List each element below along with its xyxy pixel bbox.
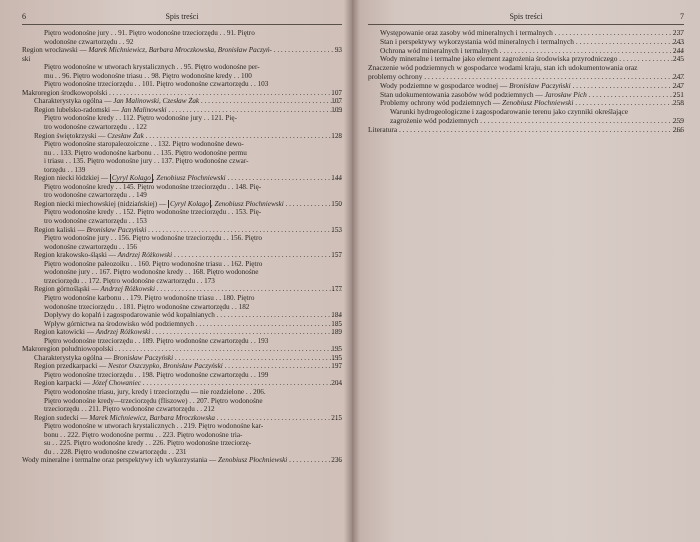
toc-leader-dots xyxy=(272,46,342,54)
toc-entry xyxy=(22,362,342,371)
toc-entry-boxed-author: Cyryl Kolago xyxy=(111,174,151,183)
toc-entry-page-number: 109 xyxy=(331,105,342,114)
toc-leader-dots xyxy=(571,82,684,90)
toc-entry-page-number: 128 xyxy=(331,131,342,140)
toc-entry xyxy=(368,47,684,56)
toc-entry xyxy=(22,46,342,55)
toc-entry-text: Wody mineralne i termalne oraz perspektywy ich wykorzystania — xyxy=(22,456,219,465)
toc-leader-dots xyxy=(155,285,342,293)
left-page-number: 6 xyxy=(22,12,26,21)
toc-entry xyxy=(368,126,684,135)
toc-entry xyxy=(22,422,342,431)
toc-entry-text: Piętro wodonośne karbonu . . 179. Piętro wodonośne triasu . . 180. Piętro xyxy=(44,293,255,302)
toc-entry-text: bonu . . 222. Piętro wodonośne permu . . 223. Piętro wodonośne tria- xyxy=(44,430,243,439)
toc-entry xyxy=(22,388,342,397)
toc-entry xyxy=(22,379,342,388)
toc-entry-page-number: 247 xyxy=(672,72,684,81)
left-toc-list xyxy=(22,29,342,465)
toc-entry xyxy=(22,132,342,141)
toc-entry-page-number: 185 xyxy=(331,319,342,328)
toc-entry-text: Region wrocławski — xyxy=(22,46,89,55)
toc-leader-dots xyxy=(397,126,684,134)
toc-leader-dots xyxy=(215,414,342,422)
toc-leader-dots xyxy=(194,320,342,328)
toc-entry xyxy=(22,260,342,269)
toc-entry-page-number: 189 xyxy=(331,328,342,337)
toc-entry-authors: Zenobiusz Płochniewski xyxy=(218,456,288,465)
toc-entry xyxy=(22,234,342,243)
toc-entry-page-number: 258 xyxy=(672,99,684,108)
toc-entry-authors: , Zenobiusz Płochniewski xyxy=(210,199,284,208)
toc-entry-page-number: 195 xyxy=(331,345,342,354)
toc-entry xyxy=(22,55,342,64)
toc-entry xyxy=(22,97,342,106)
toc-entry-text: problemy ochrony xyxy=(368,72,423,81)
toc-entry xyxy=(22,414,342,423)
toc-entry-page-number: 266 xyxy=(672,125,684,134)
toc-entry-page-number: 93 xyxy=(334,46,342,55)
toc-entry-page-number: 184 xyxy=(331,311,342,320)
toc-leader-dots xyxy=(226,174,342,182)
toc-entry-text: Region krakowsko-śląski — xyxy=(34,251,118,260)
toc-entry-text: Występowanie oraz zasoby wód mineralnych i termalnych xyxy=(380,29,553,37)
toc-entry xyxy=(22,208,342,217)
toc-entry-authors: Andrzej Różkowski xyxy=(100,285,155,294)
toc-entry-text: tro wodonośne czwartorzędu . . 122 xyxy=(44,123,147,132)
toc-entry-text: Piętro wodonośne trzeciorzędu . . 198. Piętro wodonośne czwartorzędu . . 199 xyxy=(44,370,269,379)
right-page xyxy=(352,0,700,542)
toc-entry xyxy=(22,397,342,406)
toc-entry xyxy=(368,73,684,82)
toc-entry-text: Region górnośląski — xyxy=(34,285,101,294)
toc-entry xyxy=(22,80,342,89)
toc-entry xyxy=(22,140,342,149)
toc-entry xyxy=(22,448,342,457)
toc-leader-dots xyxy=(113,345,342,353)
toc-entry-text: Piętro wodonośne kredy . . 152. Piętro wodonośne trzeciorzędu . . 153. Pię- xyxy=(44,208,262,217)
toc-entry xyxy=(22,166,342,175)
toc-entry-text: Region karpacki — xyxy=(34,379,93,388)
toc-entry xyxy=(22,337,342,346)
toc-entry-authors: Andrzej Różkowski xyxy=(117,251,173,260)
toc-entry xyxy=(368,91,684,100)
toc-leader-dots xyxy=(215,311,342,319)
toc-entry-authors: Jan Malinowski, Czesław Żak xyxy=(113,97,200,106)
toc-entry xyxy=(22,456,342,465)
toc-entry-text: Makroregion południowopolski xyxy=(22,345,114,354)
toc-entry-page-number: 237 xyxy=(672,29,684,37)
toc-entry xyxy=(22,328,342,337)
toc-entry xyxy=(22,191,342,200)
toc-entry xyxy=(22,371,342,380)
toc-entry-text: wodonośne trzeciorzędu . . 181. Piętro wodonośne czwartorzędu . . 182 xyxy=(44,302,250,311)
toc-entry-authors: Marek Michniewicz, Barbara Mroczkowska, Bronisław Paczyń- xyxy=(88,46,272,55)
toc-entry-page-number: 245 xyxy=(672,55,684,64)
toc-entry-text: Piętro wodonośne jury . . 156. Piętro wodonośne trzeciorzędu . . 156. Piętro xyxy=(44,234,262,243)
toc-entry-text: wodonośne jury . . 167. Piętro wodonośne kredy . . 168. Piętro wodonośne xyxy=(44,268,259,277)
toc-entry xyxy=(22,226,342,235)
toc-entry xyxy=(22,200,342,209)
toc-entry xyxy=(22,72,342,81)
toc-entry-text: i triasu . . 135. Piętro wodonośne jury . . 137. Piętro wodonośne czwar- xyxy=(44,157,249,166)
toc-entry-page-number: 150 xyxy=(331,199,342,208)
toc-entry-text: Warunki hydrogeologiczne i zagospodarowanie terenu jako czynniki określające xyxy=(390,108,629,117)
toc-entry xyxy=(22,303,342,312)
toc-entry-text: mu . . 96. Piętro wodonośne triasu . . 98. Piętro wodonośne kredy . . 100 xyxy=(44,71,252,80)
toc-entry-page-number: 243 xyxy=(672,37,684,46)
toc-entry-text: trzeciorzędu . . 211. Piętro wodonośne czwartorzędu . . 212 xyxy=(44,405,215,414)
toc-entry-text: zagrożenie wód podziemnych xyxy=(390,116,479,125)
toc-entry xyxy=(22,63,342,72)
toc-entry xyxy=(368,108,684,117)
toc-entry-text: Piętro wodonośne triasu, jury, kredy i trzeciorzędu — nie rozdzielone . . 206. xyxy=(44,387,266,396)
toc-entry-page-number: 244 xyxy=(672,46,684,55)
toc-entry xyxy=(22,149,342,158)
toc-entry-authors: Bronisław Paczyński xyxy=(509,81,571,90)
toc-leader-dots xyxy=(141,379,342,387)
toc-entry-authors: Bronisław Paczyński xyxy=(86,225,147,234)
toc-entry-text: torzędu . . 139 xyxy=(44,165,86,174)
toc-entry-text: Piętro wodonośne jury . . 91. Piętro wodonośne trzeciorzędu . . 91. Piętro xyxy=(44,29,255,37)
toc-entry-text: ski xyxy=(22,54,31,63)
toc-entry-authors: Bronisław Paczyński xyxy=(113,353,174,362)
toc-entry-page-number: 177 xyxy=(331,285,342,294)
toc-entry xyxy=(22,251,342,260)
toc-entry-page-number: 236 xyxy=(331,456,342,465)
toc-entry-page-number: 247 xyxy=(672,81,684,90)
toc-entry-page-number: 144 xyxy=(331,174,342,183)
toc-entry xyxy=(22,38,342,47)
toc-entry-boxed-author: Cyryl Kolago xyxy=(169,199,209,208)
toc-entry-text: Problemy ochrony wód podziemnych — xyxy=(380,99,503,108)
toc-entry-text: Stan i perspektywy wykorzystania wód mineralnych i termalnych xyxy=(380,37,574,46)
toc-leader-dots xyxy=(498,47,684,55)
toc-entry-text: Wpływ górnictwa na środowisko wód podziemnych xyxy=(44,319,194,328)
right-page-number: 7 xyxy=(680,12,684,21)
toc-entry-text: Piętro wodonośne kredy . . 112. Piętro wodonośne jury . . 121. Pię- xyxy=(44,114,237,123)
toc-entry-text: tro wodonośne czwartorzędu . . 153 xyxy=(44,217,147,226)
toc-entry xyxy=(22,217,342,226)
toc-entry-page-number: 107 xyxy=(331,88,342,97)
toc-entry-text: Piętro wodonośne w utworach krystalicznych . . 95. Piętro wodonośne per- xyxy=(44,63,260,72)
toc-entry xyxy=(368,82,684,91)
toc-leader-dots xyxy=(553,29,684,37)
toc-entry xyxy=(368,117,684,126)
toc-entry xyxy=(22,114,342,123)
toc-entry-text: Charakterystyka ogólna — xyxy=(34,353,114,362)
toc-entry-page-number: 153 xyxy=(331,225,342,234)
toc-leader-dots xyxy=(107,89,342,97)
toc-entry-text: Piętro wodonośne trzeciorzędu . . 101. Piętro wodonośne czwartorzędu . . 103 xyxy=(44,80,269,89)
left-running-head xyxy=(22,10,342,25)
toc-entry xyxy=(368,29,684,38)
toc-entry-text: du . . 228. Piętro wodonośne czwartorzędu . . 231 xyxy=(44,447,187,456)
toc-entry-text: Wody mineralne i termalne jako element zagrożenia środowiska przyrodniczego xyxy=(380,55,618,64)
toc-entry xyxy=(22,320,342,329)
toc-entry xyxy=(22,268,342,277)
toc-entry xyxy=(22,311,342,320)
toc-entry-text: Charakterystyka ogólna — xyxy=(34,97,114,106)
toc-entry xyxy=(22,157,342,166)
toc-entry-text: Dopływy do kopalń i zagospodarowanie wód kopalnianych xyxy=(44,311,215,320)
toc-entry-page-number: 215 xyxy=(331,413,342,422)
toc-entry xyxy=(22,243,342,252)
toc-entry-text: Piętro wodonośne paleozoiku . . 160. Piętro wodonośne triasu . . 162. Piętro xyxy=(44,259,263,268)
toc-entry-authors: Nestor Oszczypko, Bronisław Paczyński xyxy=(108,362,223,371)
toc-entry-text: Region lubelsko-radomski — xyxy=(34,105,121,114)
toc-entry xyxy=(22,123,342,132)
toc-entry xyxy=(22,439,342,448)
toc-entry-authors: Zenobiusz Płochniewski xyxy=(502,99,574,108)
right-running-head xyxy=(368,10,684,25)
toc-leader-dots xyxy=(172,251,342,259)
toc-entry-authors: Jan Malinowski xyxy=(120,105,167,114)
toc-entry xyxy=(368,64,684,73)
toc-entry-text: Piętro wodonośne kredy—trzeciorzędu (fliszowe) . . 207. Piętro wodonośne xyxy=(44,396,263,405)
toc-entry xyxy=(22,183,342,192)
toc-entry-authors: Józef Chowaniec xyxy=(92,379,141,388)
toc-entry-text: Literatura xyxy=(368,125,398,134)
right-running-title: Spis treści xyxy=(509,12,543,21)
toc-entry-page-number: 157 xyxy=(331,251,342,260)
book-gutter xyxy=(344,0,360,542)
right-toc-list xyxy=(368,29,684,135)
toc-leader-dots xyxy=(573,99,684,107)
toc-entry xyxy=(22,354,342,363)
toc-entry xyxy=(368,38,684,47)
toc-entry-authors: Andrzej Różkowski xyxy=(95,328,151,337)
toc-entry-text: wodonośne czwartorzędu . . 156 xyxy=(44,242,138,251)
toc-entry xyxy=(22,294,342,303)
toc-leader-dots xyxy=(150,328,342,336)
toc-entry-text: Region sudecki — xyxy=(34,413,90,422)
left-running-title: Spis treści xyxy=(165,12,199,21)
toc-entry-authors: , Zenobiusz Płochniewski xyxy=(152,174,226,183)
toc-entry-text: tro wodonośne czwartorzędu . . 149 xyxy=(44,191,147,200)
toc-leader-dots xyxy=(587,91,684,99)
toc-entry-page-number: 251 xyxy=(672,90,684,99)
toc-entry-text: Ochrona wód mineralnych i termalnych xyxy=(380,46,498,55)
toc-entry xyxy=(22,285,342,294)
toc-entry-text: Makroregion środkowopolski xyxy=(22,88,108,97)
toc-entry xyxy=(368,99,684,108)
toc-entry-text: Piętro wodonośne trzeciorzędu . . 189. Piętro wodonośne czwartorzędu . . 193 xyxy=(44,336,269,345)
toc-entry-page-number: 204 xyxy=(331,379,342,388)
toc-entry-authors: Jarosław Pich xyxy=(544,90,587,99)
toc-entry xyxy=(22,277,342,286)
toc-entry-text: Stan udokumentowania zasobów wód podziemnych — xyxy=(380,90,545,99)
toc-entry xyxy=(22,405,342,414)
toc-leader-dots xyxy=(574,38,684,46)
toc-entry xyxy=(368,55,684,64)
toc-leader-dots xyxy=(199,97,342,105)
toc-entry xyxy=(22,89,342,98)
toc-entry-text: Region przedkarpacki — xyxy=(34,362,109,371)
toc-leader-dots xyxy=(167,106,342,114)
toc-entry xyxy=(22,345,342,354)
toc-entry-text: Piętro wodonośne w utworach krystalicznych . . 219. Piętro wodonośne kar- xyxy=(44,422,264,431)
toc-entry-page-number: 195 xyxy=(331,353,342,362)
toc-entry-text: Region katowicki — xyxy=(34,328,96,337)
toc-entry-text: trzeciorzędu . . 172. Piętro wodonośne czwartorzędu . . 173 xyxy=(44,276,215,285)
toc-entry-authors: Marek Michniewicz, Barbara Mroczkowska xyxy=(89,413,215,422)
toc-entry xyxy=(22,106,342,115)
toc-entry xyxy=(22,29,342,38)
toc-leader-dots xyxy=(146,226,342,234)
toc-entry-text: Znaczenie wód podziemnych w gospodarce wodami kraju, stan ich udokumentowania oraz xyxy=(368,64,638,73)
toc-leader-dots xyxy=(478,117,684,125)
toc-entry-text: Region świętokrzyski — xyxy=(34,131,108,140)
toc-entry-text: Piętro wodonośne staropaleozoiczne . . 132. Piętro wodonośne dewo- xyxy=(44,140,244,149)
toc-entry-page-number: 197 xyxy=(331,362,342,371)
toc-leader-dots xyxy=(223,362,342,370)
toc-entry-text: su . . 225. Piętro wodonośne kredy . . 226. Piętro wodonośne trzeciorzę- xyxy=(44,439,252,448)
toc-entry-text: wodonośne czwartorzędu . . 92 xyxy=(44,37,134,46)
toc-entry-authors: Czesław Żak xyxy=(107,131,144,140)
toc-entry-text: nu . . 133. Piętro wodonośne karbonu . . 135. Piętro wodonośne permu xyxy=(44,148,247,157)
toc-entry-text: Piętro wodonośne kredy . . 145. Piętro wodonośne trzeciorzędu . . 148. Pię- xyxy=(44,182,262,191)
toc-leader-dots xyxy=(422,73,684,81)
toc-entry-text: Region kaliski — xyxy=(34,225,87,234)
toc-entry-text: Region niecki miechowskiej (nidziańskiej) — xyxy=(34,199,168,208)
toc-entry-page-number: 259 xyxy=(672,116,684,125)
toc-entry xyxy=(22,174,342,183)
toc-leader-dots xyxy=(173,354,342,362)
toc-entry-page-number: 107 xyxy=(331,97,342,106)
toc-entry xyxy=(22,431,342,440)
toc-entry-text: Region niecki łódzkiej — xyxy=(34,174,110,183)
toc-leader-dots xyxy=(144,132,342,140)
toc-entry-text: Wody podziemne w gospodarce wodnej — xyxy=(380,81,510,90)
